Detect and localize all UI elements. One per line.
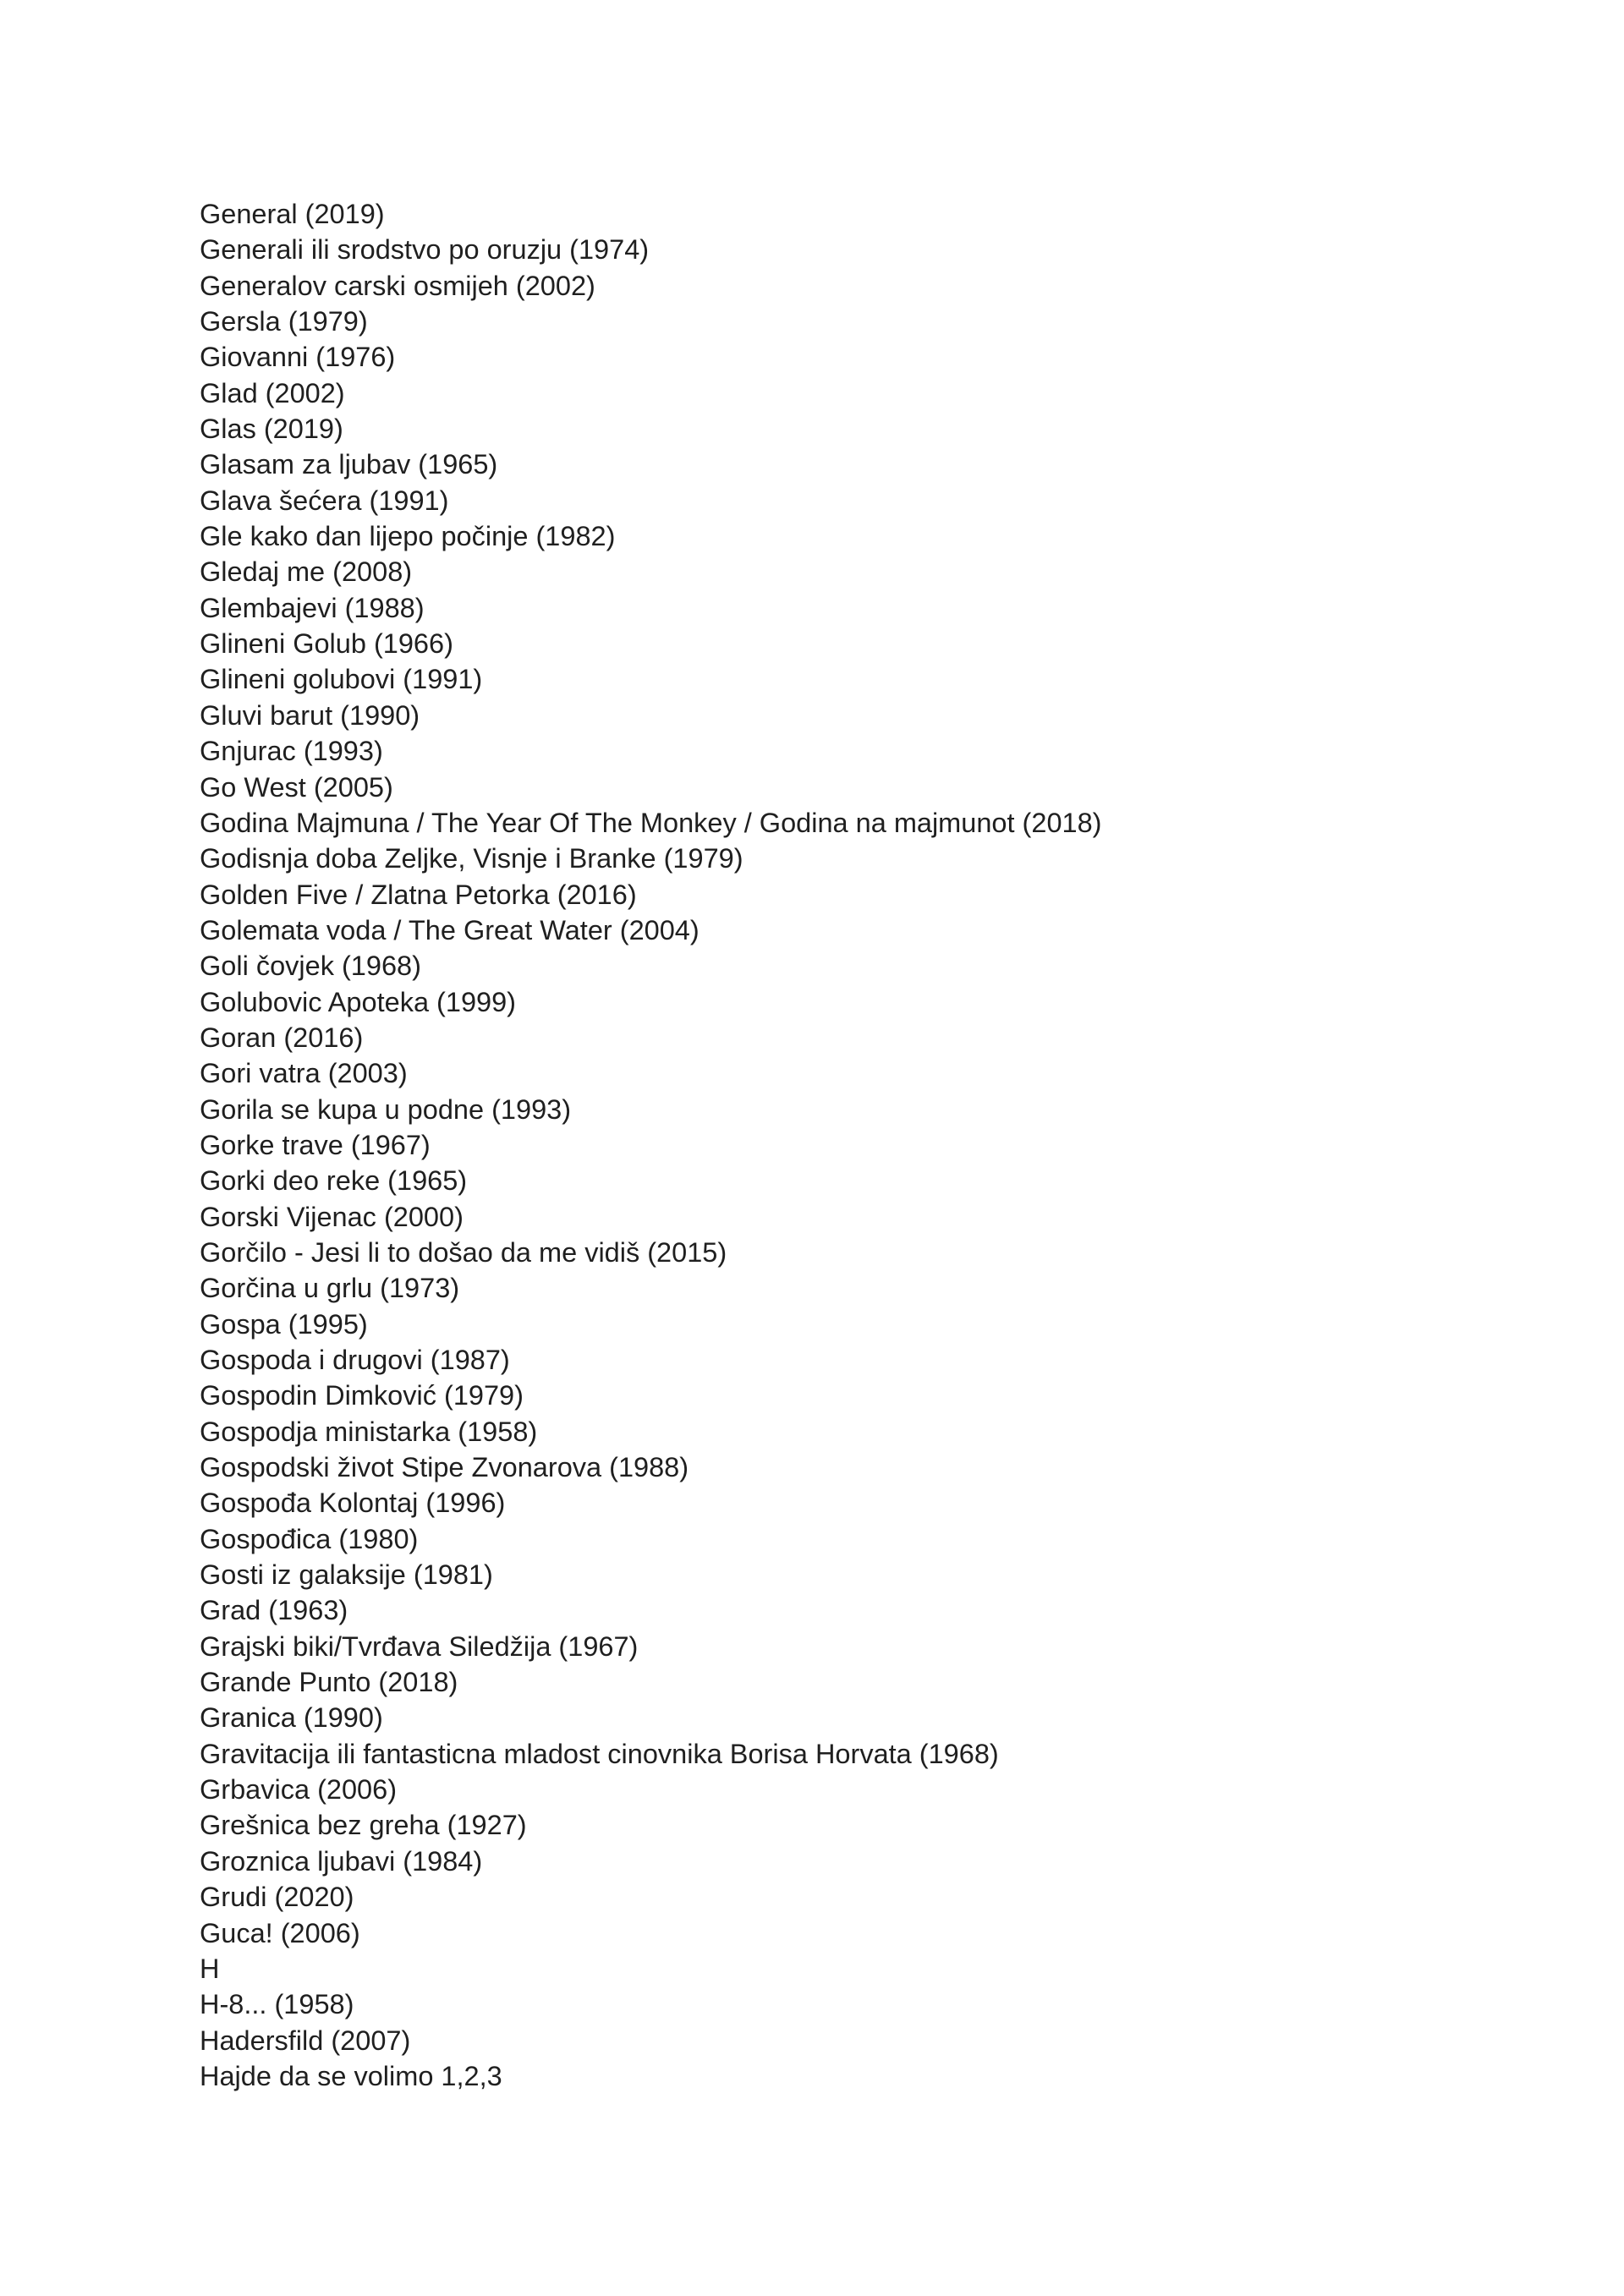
- list-item: Glad (2002): [200, 377, 345, 408]
- list-item: Hadersfild (2007): [200, 2025, 411, 2056]
- list-item: Glembajevi (1988): [200, 592, 425, 623]
- list-item: Go West (2005): [200, 771, 393, 803]
- list-item: Glineni golubovi (1991): [200, 664, 483, 695]
- list-item: Gorki deo reke (1965): [200, 1165, 468, 1197]
- list-item: Gospođica (1980): [200, 1523, 419, 1554]
- list-item: Giovanni (1976): [200, 342, 396, 373]
- list-item: Gersla (1979): [200, 306, 368, 337]
- list-item: Gorke trave (1967): [200, 1129, 431, 1160]
- list-item: Guca! (2006): [200, 1917, 360, 1948]
- list-item: Gorski Vijenac (2000): [200, 1201, 464, 1232]
- list-item: Grudi (2020): [200, 1882, 354, 1913]
- list-item: Gle kako dan lijepo počinje (1982): [200, 521, 616, 552]
- list-item: Glava šećera (1991): [200, 485, 449, 516]
- list-item: Golubovic Apoteka (1999): [200, 986, 516, 1017]
- list-item: H-8... (1958): [200, 1989, 354, 2020]
- list-item: Gospodja ministarka (1958): [200, 1416, 538, 1447]
- list-item: Gori vatra (2003): [200, 1058, 408, 1089]
- list-item: Generalov carski osmijeh (2002): [200, 270, 595, 301]
- list-item: Grajski biki/Tvrđava Siledžija (1967): [200, 1630, 639, 1662]
- list-item: Gluvi barut (1990): [200, 699, 420, 731]
- list-item: Grbavica (2006): [200, 1774, 398, 1806]
- list-item: Gospodski život Stipe Zvonarova (1988): [200, 1452, 689, 1483]
- list-item: Gospođa Kolontaj (1996): [200, 1488, 506, 1519]
- list-item: Gledaj me (2008): [200, 556, 413, 588]
- list-item: Glineni Golub (1966): [200, 628, 453, 660]
- list-item: Gosti iz galaksije (1981): [200, 1559, 493, 1591]
- list-item: Golemata voda / The Great Water (2004): [200, 914, 700, 945]
- film-title-list: [200, 196, 1102, 2094]
- list-item: Hajde da se volimo 1,2,3: [200, 2060, 502, 2091]
- list-item: Gospa (1995): [200, 1308, 368, 1340]
- list-item: Gospodin Dimković (1979): [200, 1380, 524, 1411]
- list-item: Grešnica bez greha (1927): [200, 1810, 527, 1841]
- list-item: H: [200, 1953, 220, 1984]
- list-item: Gorila se kupa u podne (1993): [200, 1093, 572, 1125]
- list-item: Grad (1963): [200, 1595, 348, 1626]
- list-item: Gravitacija ili fantasticna mladost cinovnika Borisa Horvata (1968): [200, 1738, 999, 1769]
- list-item: Gnjurac (1993): [200, 736, 383, 767]
- list-item: Grande Punto (2018): [200, 1667, 458, 1698]
- list-item: Goran (2016): [200, 1022, 364, 1053]
- list-item: Groznica ljubavi (1984): [200, 1845, 483, 1877]
- list-item: General (2019): [200, 199, 385, 229]
- list-item: Glas (2019): [200, 414, 343, 445]
- list-item: Generali ili srodstvo po oruzju (1974): [200, 234, 650, 266]
- list-item: Gospoda i drugovi (1987): [200, 1345, 510, 1375]
- list-item: Gorčina u grlu (1973): [200, 1273, 460, 1304]
- list-item: Godisnja doba Zeljke, Visnje i Branke (1979): [200, 843, 743, 874]
- list-item: Goli čovjek (1968): [200, 951, 421, 982]
- list-item: Golden Five / Zlatna Petorka (2016): [200, 879, 637, 910]
- list-item: Granica (1990): [200, 1702, 383, 1734]
- list-item: Gorčilo - Jesi li to došao da me vidiš (2015): [200, 1236, 727, 1268]
- list-item: Godina Majmuna / The Year Of The Monkey / Godina na majmunot (2018): [200, 807, 1102, 838]
- list-item: Glasam za ljubav (1965): [200, 449, 498, 480]
